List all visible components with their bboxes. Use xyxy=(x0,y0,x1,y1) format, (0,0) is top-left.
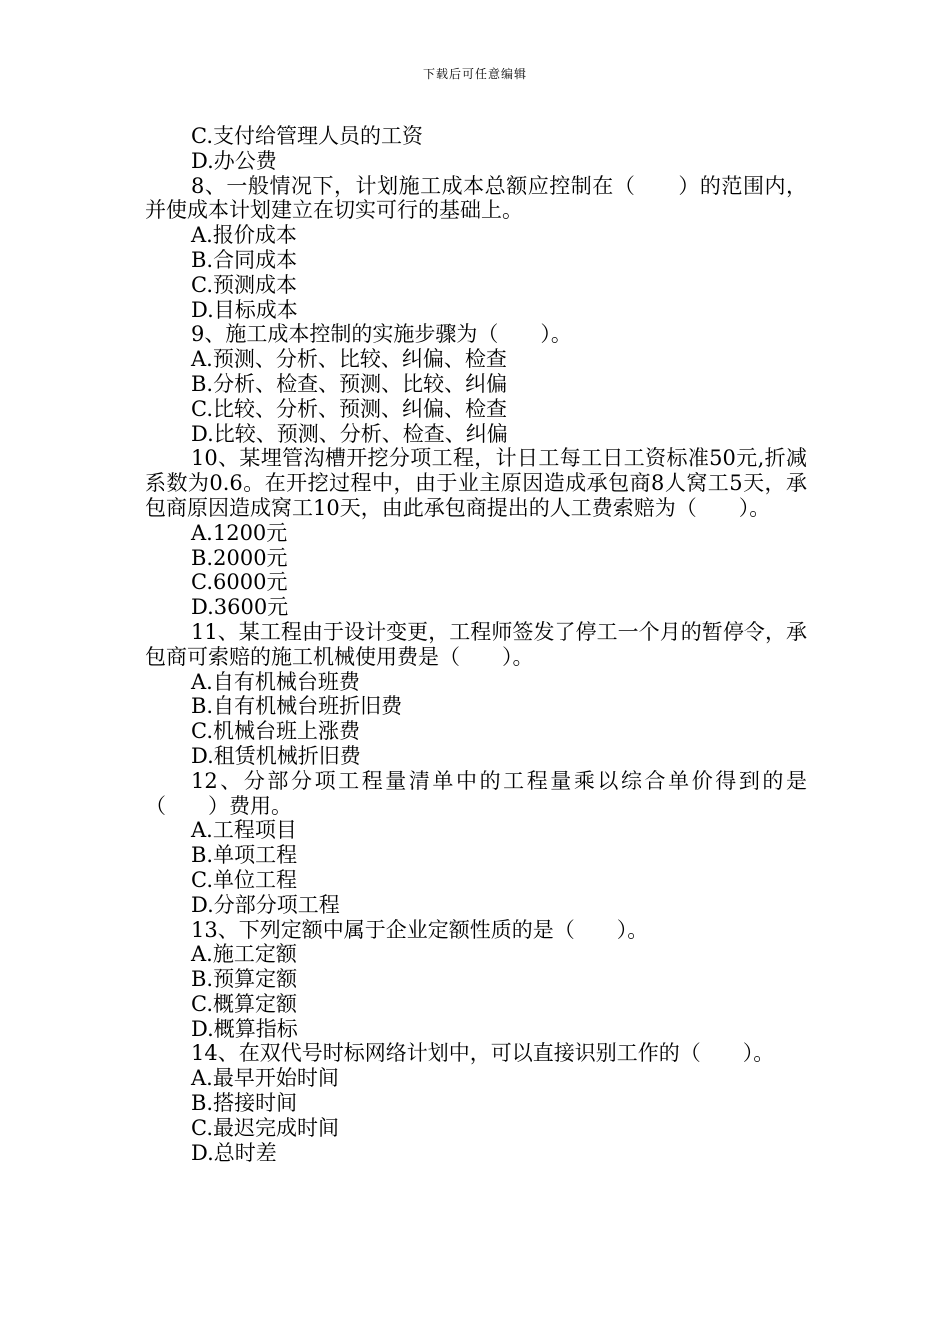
option-a-q9: A.预测、分析、比较、纠偏、检查 xyxy=(191,347,507,372)
option-a-q11: A.自有机械台班费 xyxy=(191,669,360,694)
option-c-q13: C.概算定额 xyxy=(191,991,297,1016)
option-a-q8: A.报价成本 xyxy=(191,223,297,248)
option-c-q14: C.最迟完成时间 xyxy=(191,1115,339,1140)
option-d-q10: D.3600元 xyxy=(191,595,289,620)
option-d-q7: D.办公费 xyxy=(191,148,277,173)
question-12: 12、分部分项工程量清单中的工程量乘以综合单价得到的是（ ）费用。 xyxy=(145,768,807,818)
option-b-q10: B.2000元 xyxy=(191,545,288,570)
option-b-q12: B.单项工程 xyxy=(191,843,298,868)
option-a-q12: A.工程项目 xyxy=(191,818,297,843)
option-b-q9: B.分析、检查、预测、比较、纠偏 xyxy=(191,371,508,396)
option-b-q14: B.搭接时间 xyxy=(191,1091,298,1116)
option-c-q9: C.比较、分析、预测、纠偏、检查 xyxy=(191,396,507,421)
question-10: 10、某埋管沟槽开挖分项工程，计日工每工日工资标准50元,折减系数为0.6。在开挖过程中，由于业主原因造成承包商8人窝工5天，承包商原因造成窝工10天，由此承包商提出的人工费索赔为（ ）。 xyxy=(145,446,807,520)
option-a-q14: A.最早开始时间 xyxy=(191,1066,339,1091)
question-8: 8、一般情况下，计划施工成本总额应控制在（ ）的范围内，并使成本计划建立在切实可行的基础上。 xyxy=(145,173,807,223)
question-13: 13、下列定额中属于企业定额性质的是（ ）。 xyxy=(191,917,649,942)
option-c-q12: C.单位工程 xyxy=(191,867,297,892)
question-11: 11、某工程由于设计变更，工程师签发了停工一个月的暂停令，承包商可索赔的施工机械使用费是（ ）。 xyxy=(145,619,807,669)
question-14: 14、在双代号时标网络计划中，可以直接识别工作的（ ）。 xyxy=(191,1041,775,1066)
option-a-q13: A.施工定额 xyxy=(191,942,297,967)
option-d-q12: D.分部分项工程 xyxy=(191,892,340,917)
question-9: 9、施工成本控制的实施步骤为（ ）。 xyxy=(191,322,572,347)
option-a-q10: A.1200元 xyxy=(191,520,288,545)
option-c-q7: C.支付给管理人员的工资 xyxy=(191,124,423,148)
option-c-q10: C.6000元 xyxy=(191,570,288,595)
option-c-q11: C.机械台班上涨费 xyxy=(191,719,360,744)
document-body xyxy=(145,124,807,1165)
option-d-q8: D.目标成本 xyxy=(191,297,298,322)
option-b-q13: B.预算定额 xyxy=(191,967,298,992)
option-d-q14: D.总时差 xyxy=(191,1140,277,1165)
option-c-q8: C.预测成本 xyxy=(191,272,297,297)
page-header: 下载后可任意编辑 xyxy=(422,67,527,81)
option-d-q13: D.概算指标 xyxy=(191,1016,298,1041)
option-d-q11: D.租赁机械折旧费 xyxy=(191,743,361,768)
option-d-q9: D.比较、预测、分析、检查、纠偏 xyxy=(191,421,508,446)
option-b-q8: B.合同成本 xyxy=(191,247,298,272)
option-b-q11: B.自有机械台班折旧费 xyxy=(191,694,403,719)
